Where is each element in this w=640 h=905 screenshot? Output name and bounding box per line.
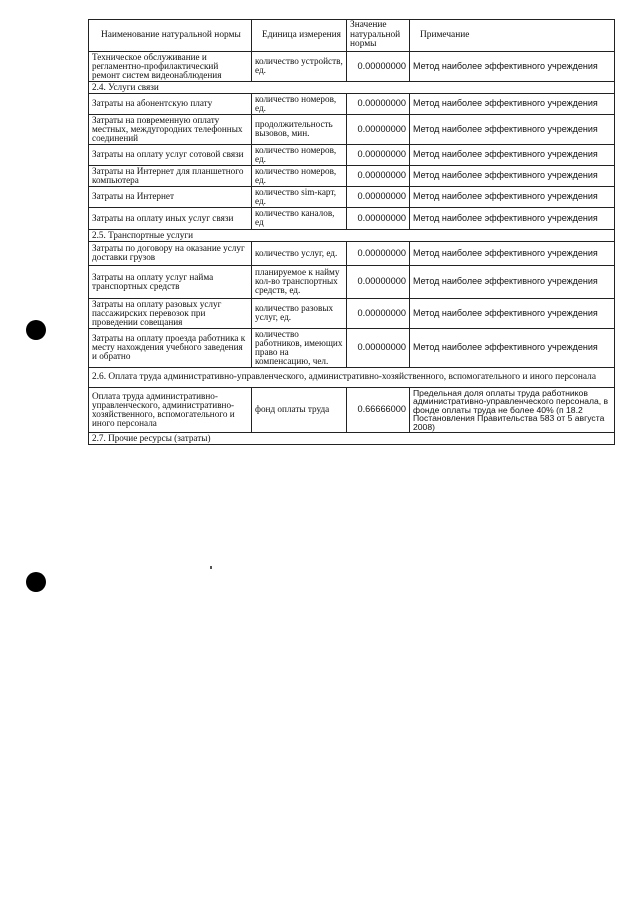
row-note: Метод наиболее эффективного учреждения [410,51,615,81]
row-unit: фонд оплаты труда [252,387,347,433]
row-note: Метод наиболее эффективного учреждения [410,93,615,114]
row-value: 0.00000000 [347,265,410,298]
row-name: Техническое обслуживание и регламентно-профилактический ремонт систем видеонаблюдения [89,51,252,81]
row-unit: количество работников, имеющих право на компенсацию, чел. [252,328,347,367]
row-value: 0.00000000 [347,241,410,265]
row-note: Метод наиболее эффективного учреждения [410,207,615,229]
header-note: Примечание [410,20,615,52]
section-row [89,81,615,93]
row-note: Предельная доля оплаты труда работников административно-управленческого персонала, в фонде оплаты труда не более 40% (п 18.2 Постановления Правительства 583 от 5 августа 2008) [410,387,615,433]
row-name: Затраты на повременную оплату местных, междугородних телефонных соединений [89,114,252,144]
row-unit: количество устройств, ед. [252,51,347,81]
row-unit: количество sim-карт, ед. [252,186,347,207]
row-unit: количество каналов, ед [252,207,347,229]
row-value: 0.00000000 [347,186,410,207]
row-name: Затраты на оплату иных услуг связи [89,207,252,229]
table-row [89,186,615,207]
row-unit: количество услуг, ед. [252,241,347,265]
row-name: Затраты на Интернет [89,186,252,207]
row-name: Оплата труда административно-управленческого, административно-хозяйственного, вспомогательного и иного персонала [89,387,252,433]
row-name: Затраты на Интернет для планшетного компьютера [89,165,252,186]
row-note: Метод наиболее эффективного учреждения [410,144,615,165]
punch-hole [26,572,46,592]
row-name: Затраты на оплату услуг найма транспортных средств [89,265,252,298]
row-unit: количество номеров, ед. [252,93,347,114]
table-row [89,144,615,165]
row-value: 0.00000000 [347,114,410,144]
row-value: 0.00000000 [347,328,410,367]
natural-norms-table [88,19,615,445]
row-name: Затраты на оплату проезда работника к месту нахождения учебного заведения и обратно [89,328,252,367]
punch-hole [26,320,46,340]
row-name: Затраты на абонентскую плату [89,93,252,114]
row-note: Метод наиболее эффективного учреждения [410,241,615,265]
row-unit: количество номеров, ед. [252,165,347,186]
section-row [89,367,615,387]
header-unit: Единица измерения [252,20,347,52]
section-label: 2.4. Услуги связи [89,81,615,93]
row-value: 0.00000000 [347,51,410,81]
row-note: Метод наиболее эффективного учреждения [410,165,615,186]
row-value: 0.00000000 [347,298,410,328]
table-body [89,51,615,445]
row-value: 0.00000000 [347,165,410,186]
row-value: 0.00000000 [347,207,410,229]
row-value: 0.00000000 [347,93,410,114]
section-row [89,433,615,445]
table-row [89,241,615,265]
row-unit: количество номеров, ед. [252,144,347,165]
section-label: 2.7. Прочие ресурсы (затраты) [89,433,615,445]
row-unit: продолжительность вызовов, мин. [252,114,347,144]
table-row [89,387,615,433]
row-name: Затраты на оплату разовых услуг пассажирских перевозок при проведении совещания [89,298,252,328]
table-row [89,298,615,328]
table-row [89,165,615,186]
header-name: Наименование натуральной нормы [89,20,252,52]
scan-speck [210,566,212,569]
row-note: Метод наиболее эффективного учреждения [410,328,615,367]
table-row [89,265,615,298]
row-note: Метод наиболее эффективного учреждения [410,186,615,207]
table-row [89,93,615,114]
row-value: 0.00000000 [347,144,410,165]
section-label: 2.5. Транспортные услуги [89,229,615,241]
table-row [89,207,615,229]
table-header-row [89,20,615,52]
row-note: Метод наиболее эффективного учреждения [410,114,615,144]
table-row [89,51,615,81]
header-value: Значение натуральной нормы [347,20,410,52]
row-unit: количество разовых услуг, ед. [252,298,347,328]
section-label: 2.6. Оплата труда административно-управленческого, административно-хозяйственного, вспомогательного и иного персонала [89,367,615,387]
row-value: 0.66666000 [347,387,410,433]
table-row [89,328,615,367]
row-unit: планируемое к найму кол-во транспортных средств, ед. [252,265,347,298]
row-name: Затраты по договору на оказание услуг доставки грузов [89,241,252,265]
row-note: Метод наиболее эффективного учреждения [410,298,615,328]
section-row [89,229,615,241]
row-note: Метод наиболее эффективного учреждения [410,265,615,298]
row-name: Затраты на оплату услуг сотовой связи [89,144,252,165]
table-row [89,114,615,144]
